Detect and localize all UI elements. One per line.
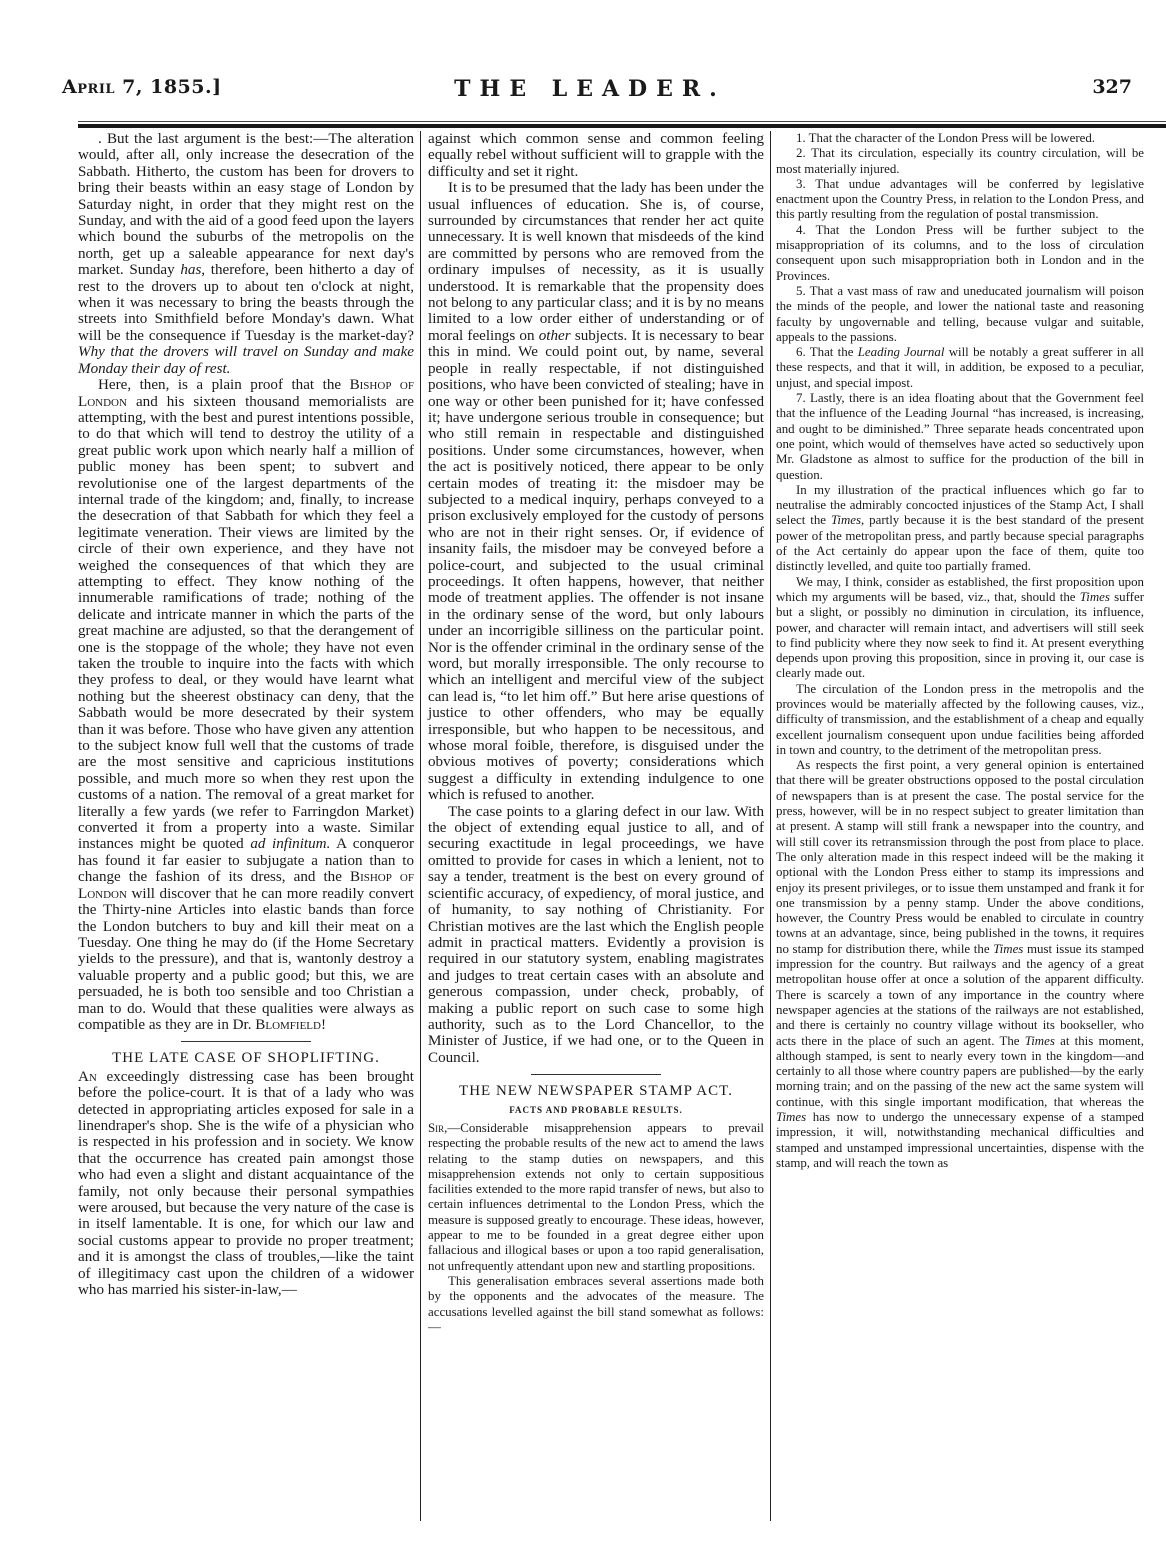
paragraph: This generalisation embraces several assertions made both by the opponents and the advocates of the measure. The accusations levelled against the bill stand somewhat as follows:— [428,1273,764,1334]
list-item: 5. That a vast mass of raw and uneducated journalism will poison the minds of the people, and lower the national taste and reasoning faculty by ungovernable and telling, because vulgar and suitable, appeals to the passions. [776,283,1144,344]
paragraph: As respects the first point, a very general opinion is entertained that there will be greater obstructions opposed to the postal circulation of newspapers than is at present the case. The postal service for the press, however, will be in no respect subject to greater limitation than at present. A stamp will still frank a newspaper into the country, and will still cover its retransmission through the post from place to place. The only alteration made in this respect indeed will be the making it optional with the London Press either to stamp its impressions and enjoy its present privileges, or to issue them unstamped and frank it for one transmission by a penny stamp. Under the above conditions, however, the Country Press would be enabled to circulate in country towns at an advantage, since, being published in the towns, it requires no stamp for distribution there, while the Times must issue its stamped impression for the country. But railways and the agency of a great metropolitan house offer at once a solution of the apparent difficulty. There is scarcely a town of any importance in the country where newspaper agencies at the stations of the railways are not established, and there is certainly no country village without its bookseller, who acts there in the place of such an agent. The Times at this moment, although stamped, is sent to nearly every town in the kingdom—and certainly to all those where country papers are published—by the early morning train; and on the passing of the new act the same system will continue, with this single important modification, that whereas the Times has now to undergo the unnecessary expense of a stamped impression, it will, notwithstanding mechanical difficulties and stamped and unstamped impressional uncertainties, dispense with the stamp, and will reach the town as [776,758,1144,1170]
paragraph: Here, then, is a plain proof that the Bishop of London and his sixteen thousand memorialists are attempting, with the best and purest intentions possible, to do that which will tend to destroy the utility of a great public work upon which nearly half a million of public money has been spent; to subvert and revolutionise one of the largest departments of the internal trade of the kingdom; and, finally, to increase the desecration of that Sabbath for which they feel a legitimate veneration. Their views are limited by the circle of their own experience, and they have not weighed the consequences of that which they are attempting to effect. They know nothing of the innumerable ramifications of trade; nothing of the delicate and intricate manner in which the parts of the great machine are adjusted, so that the derangement of one is the stoppage of the whole; they have not even taken the trouble to inquire into the facts with which they profess to deal, or they would have learnt what nothing but the sheerest obstinacy can deny, that the Sabbath would be more desecrated by their system than it was before. Those who have given any attention to the subject know full well that the customs of trade are the most sensitive and capricious institutions possible, and much more so when they rest upon the customs of a nation. The removal of a great market for literally a few yards (we refer to Farringdon Market) converted it from a property into a waste. Similar instances might be quoted ad infinitum. A conqueror has found it far easier to subjugate a nation than to change the fashion of its dress, and the Bishop of London will discover that he can more readily convert the Thirty-nine Articles into elastic bands than force the London butchers to buy and kill their meat on a Tuesday. One thing he may do (if the Home Secretary yields to the pressure), and that is, wantonly destroy a valuable property and a public good; but this, we are persuaded, he is both too sensible and too Christian a man to do. Would that these qualities were always as compatible as they are in Dr. Blomfield! [78,377,414,1033]
page-number: 327 [1092,76,1132,98]
paragraph: . But the last argument is the best:—The alteration would, after all, only increase the desecration of the Sabbath. Hitherto, the custom has been for drovers to bring their beasts within an easy stage of London by Saturday night, in order that they might rest on the Sunday, and with the aid of a good feed upon the layers which bound the suburbs of the metropolis on the north, get up a saleable appearance for next day's market. Sunday has, therefore, been hitherto a day of rest to the drovers up to about ten o'clock at night, when it was necessary to bring the beasts through the streets into Smithfield before Monday's dawn. What will be the consequence if Tuesday is the market-day? Why that the drovers will travel on Sunday and make Monday their day of rest. [78,131,414,377]
header-rule-thick [78,124,1166,128]
column-3 [776,131,1144,1171]
list-item: 7. Lastly, there is an idea floating about that the Government feel that the influence of the Leading Journal “has increased, is increasing, and ought to be diminished.” Three separate heads concentrated upon one point, which would of themselves have acted so seductively upon Mr. Gladstone as almost to suffice for the production of the bill in question. [776,391,1144,482]
paragraph: It is to be presumed that the lady has been under the usual influences of education. She is, of course, surrounded by circumstances that render her act quite unnecessary. It is well known that misdeeds of the kind are committed by persons who are removed from the ordinary impulses of necessity, as it is usually understood. It is remarkable that the propensity does not belong to any particular class; and it is by no means limited to a low order either of understanding or of moral feelings on other subjects. It is necessary to bear this in mind. We could point out, by name, several people in really respectable, if not distinguished positions, who have been convicted of stealing; have in one way or other been punished for it; have confessed it; have undergone serious trouble in consequence; but who still remain in respectable and distinguished positions. Under some circumstances, however, when the act is positively noticed, there appear to be only certain modes of treating it: the misdoer may be subjected to a medical inquiry, perhaps conveyed to a prison exclusively employed for the custody of persons who are not in their right senses. Or, if evidence of insanity fails, the misdoer may be conveyed before a police-court, and subjected to the usual criminal proceedings. It often happens, however, that neither mode of treatment applies. The offender is not insane in the ordinary sense of the word, but only labours under an incorrigible silliness on the particular point. Nor is the offender criminal in the ordinary sense of the word, but morally irresponsible. The only recourse to which an intelligent and merciful view of the subject can lead is, “to let him off.” But here arise questions of justice to other offenders, who may be equally irresponsible, but who happen to be necessitous, and whose moral foible, therefore, is disguised under the obvious motives of poverty; considerations which suggest a difficulty in extending indulgence to one which is refused to another. [428,180,764,804]
paragraph: An exceedingly distressing case has been brought before the police-court. It is that of a lady who was detected in appropriating articles exposed for sale in a linendraper's shop. She is the wife of a physician who is respected in his profession and in society. We know that the occurrence has created pain amongst those who had even a slight and distant acquaintance of the family, not only because their personal sympathies were aroused, but because the very nature of the case is in itself lamentable. It is one, for which our law and social customs appear to provide no proper treatment; and it is amongst the class of troubles,—like the taint of illegitimacy cast upon the children of a widower who has married his sister-in-law,— [78,1068,414,1299]
list-item: 3. That undue advantages will be conferred by legislative enactment upon the Country Press, in relation to the London Press, and this partly resulting from the regulation of postal transmission. [776,176,1144,222]
newspaper-title: THE LEADER. [454,76,726,102]
paragraph: We may, I think, consider as established, the first proposition upon which my arguments will be based, viz., that, should the Times suffer but a slight, or possibly no diminution in circulation, its influence, power, and character will remain intact, and advertisers will still seek to find publicity where they now seek to find it. At present everything depends upon proving this proposition, since in proving it, our case is clearly made out. [776,574,1144,681]
paragraph: against which common sense and common feeling equally rebel without sufficient will to grapple with the difficulty and set it right. [428,131,764,180]
column-divider [420,131,421,1521]
column-divider [770,131,771,1521]
list-item: 1. That the character of the London Press will be lowered. [796,131,1096,145]
paragraph: The case points to a glaring defect in our law. With the object of extending equal justice to all, and of securing exactitude in legal proceedings, we have omitted to provide for cases in which a lenient, not to say a tender, treatment is the best on every ground of scientific accuracy, of expediency, of moral justice, and of humanity, to say nothing of Christianity. For Christian motives are the last which the English people admit in practical matters. Evidently a provision is required in our statutory system, enabling magistrates and judges to treat certain cases with an absolute and generous compassion, under check, probably, of making a public report on such case to some high authority, such as to the Lord Chancellor, to the Minister of Justice, if we had one, or to the Queen in Council. [428,803,764,1066]
paragraph: In my illustration of the practical influences which go far to neutralise the admirably concocted injustices of the Stamp Act, I shall select the Times, partly because it is the best standard of the present power of the metropolitan press, and partly because special paragraphs of the Act certainly do appear upon the face of them, quite too distinctly levelled, and quite too partially framed. [776,482,1144,574]
column-2 [428,131,764,1335]
article-subheading: FACTS AND PROBABLE RESULTS. [509,1104,683,1115]
article-heading: THE LATE CASE OF SHOPLIFTING. [112,1050,380,1067]
paragraph: Sir,—Considerable misapprehension appears to prevail respecting the probable results of the new act to amend the laws relating to the stamp duties on newspapers, and this misapprehension extends not only to certain suppositious facilities extended to the more rapid transfer of news, but also to certain influences detrimental to the London Press, which the measure is supposed greatly to encourage. These ideas, however, appear to me to be founded in a great degree either upon fallacious and illogical bases or upon a too rapid generalisation, not unfrequently attendant upon new and startling propositions. [428,1120,764,1273]
article-heading: THE NEW NEWSPAPER STAMP ACT. [459,1083,733,1100]
paragraph: The circulation of the London press in the metropolis and the provinces would be materially affected by the following causes, viz., difficulty of transmission, and the establishment of a cheap and equally excellent journalism consequent upon undue facilities being afforded in town and country, to the detriment of the metropolitan press. [776,681,1144,757]
column-1 [78,131,414,1298]
list-item: 2. That its circulation, especially its country circulation, will be most materially injured. [776,146,1144,176]
issue-date: April 7, 1855.] [62,76,222,98]
list-item: 4. That the London Press will be further subject to the misappropriation of its columns, and to the loss of circulation consequent upon such misappropriation both in London and in the Provinces. [776,222,1144,283]
header-rule-thin [78,121,1166,122]
masthead [40,76,1140,106]
section-separator [181,1041,311,1042]
section-separator [531,1074,661,1075]
list-item: 6. That the Leading Journal will be notably a great sufferer in all these respects, and that it will, in addition, be exposed to a peculiar, unjust, and special impost. [776,345,1144,390]
